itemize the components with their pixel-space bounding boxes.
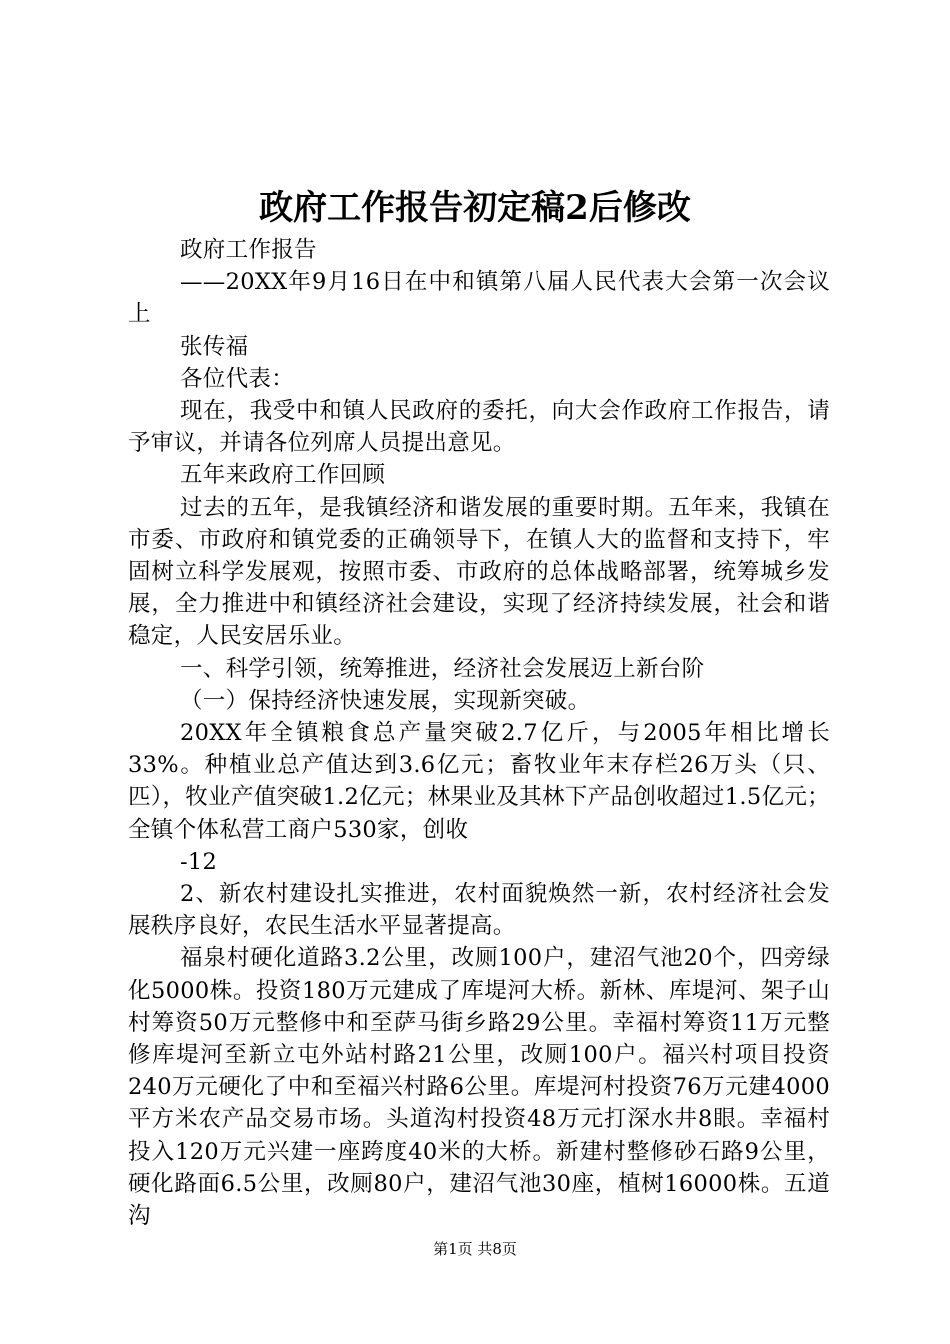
paragraph-opening: 现在，我受中和镇人民政府的委托，向大会作政府工作报告，请予审议，并请各位列席人员提出意见。 [128,398,830,457]
paragraph-report-name: 政府工作报告 [180,237,317,263]
paragraph-review: 过去的五年，是我镇经济和谐发展的重要时期。五年来，我镇在市委、市政府和镇党委的正确领导下，在镇人大的监督和支持下，牢固树立科学发展观，按照市委、市政府的总体战略部署，统筹城乡发展，全力推进中和镇经济社会建设，实现了经济持续发展，社会和谐稳定，人民安居乐业。 [128,494,830,650]
document-body [128,234,830,1232]
paragraph-salutation: 各位代表： [180,365,295,392]
document-title: 政府工作报告初定稿2后修改 [259,188,691,228]
paragraph-heading-one: 一、科学引领，统筹推进，经济社会发展迈上新台阶 [180,655,705,682]
page-footer: 第1页 共8页 [433,1240,517,1258]
paragraph-speaker: 张传福 [180,333,249,360]
paragraph-rural-construction: 2、新农村建设扎实推进，农村面貌焕然一新，农村经济社会发展秩序良好，农民生活水平显著提高。 [128,881,830,940]
paragraph-subheading-one: （一）保持经济快速发展，实现新突破。 [180,687,591,714]
paragraph-economy-stats: 20XX年全镇粮食总产量突破2.7亿斤，与2005年相比增长33%。种植业总产值达到3.6亿元；畜牧业年末存栏26万头（只、匹），牧业产值突破1.2亿元；林果业及其林下产品创收超过1.5亿元；全镇个体私营工商户530家，创收 [128,720,830,843]
paragraph-page-mark: -12 [180,848,218,875]
paragraph-village-projects: 福泉村硬化道路3.2公里，改厕100户，建沼气池20个，四旁绿化5000株。投资180万元建成了库堤河大桥。新林、库堤河、架子山村筹资50万元整修中和至萨马街乡路29公里。幸福村筹资11万元整修库堤河至新立屯外站村路21公里，改厕100户。福兴村项目投资240万元硬化了中和至福兴村路6公里。库堤河村投资76万元建4000平方米农产品交易市场。头道沟村投资48万元打深水井8眼。幸福村投入120万元兴建一座跨度40米的大桥。新建村整修砂石路9公里，硬化路面6.5公里，改厕80户，建沼气池30座，植树16000株。五道沟 [128,945,830,1230]
paragraph-meeting-subtitle: ——20XX年9月16日在中和镇第八届人民代表大会第一次会议上 [128,269,830,328]
paragraph-section-heading: 五年来政府工作回顾 [180,462,386,489]
